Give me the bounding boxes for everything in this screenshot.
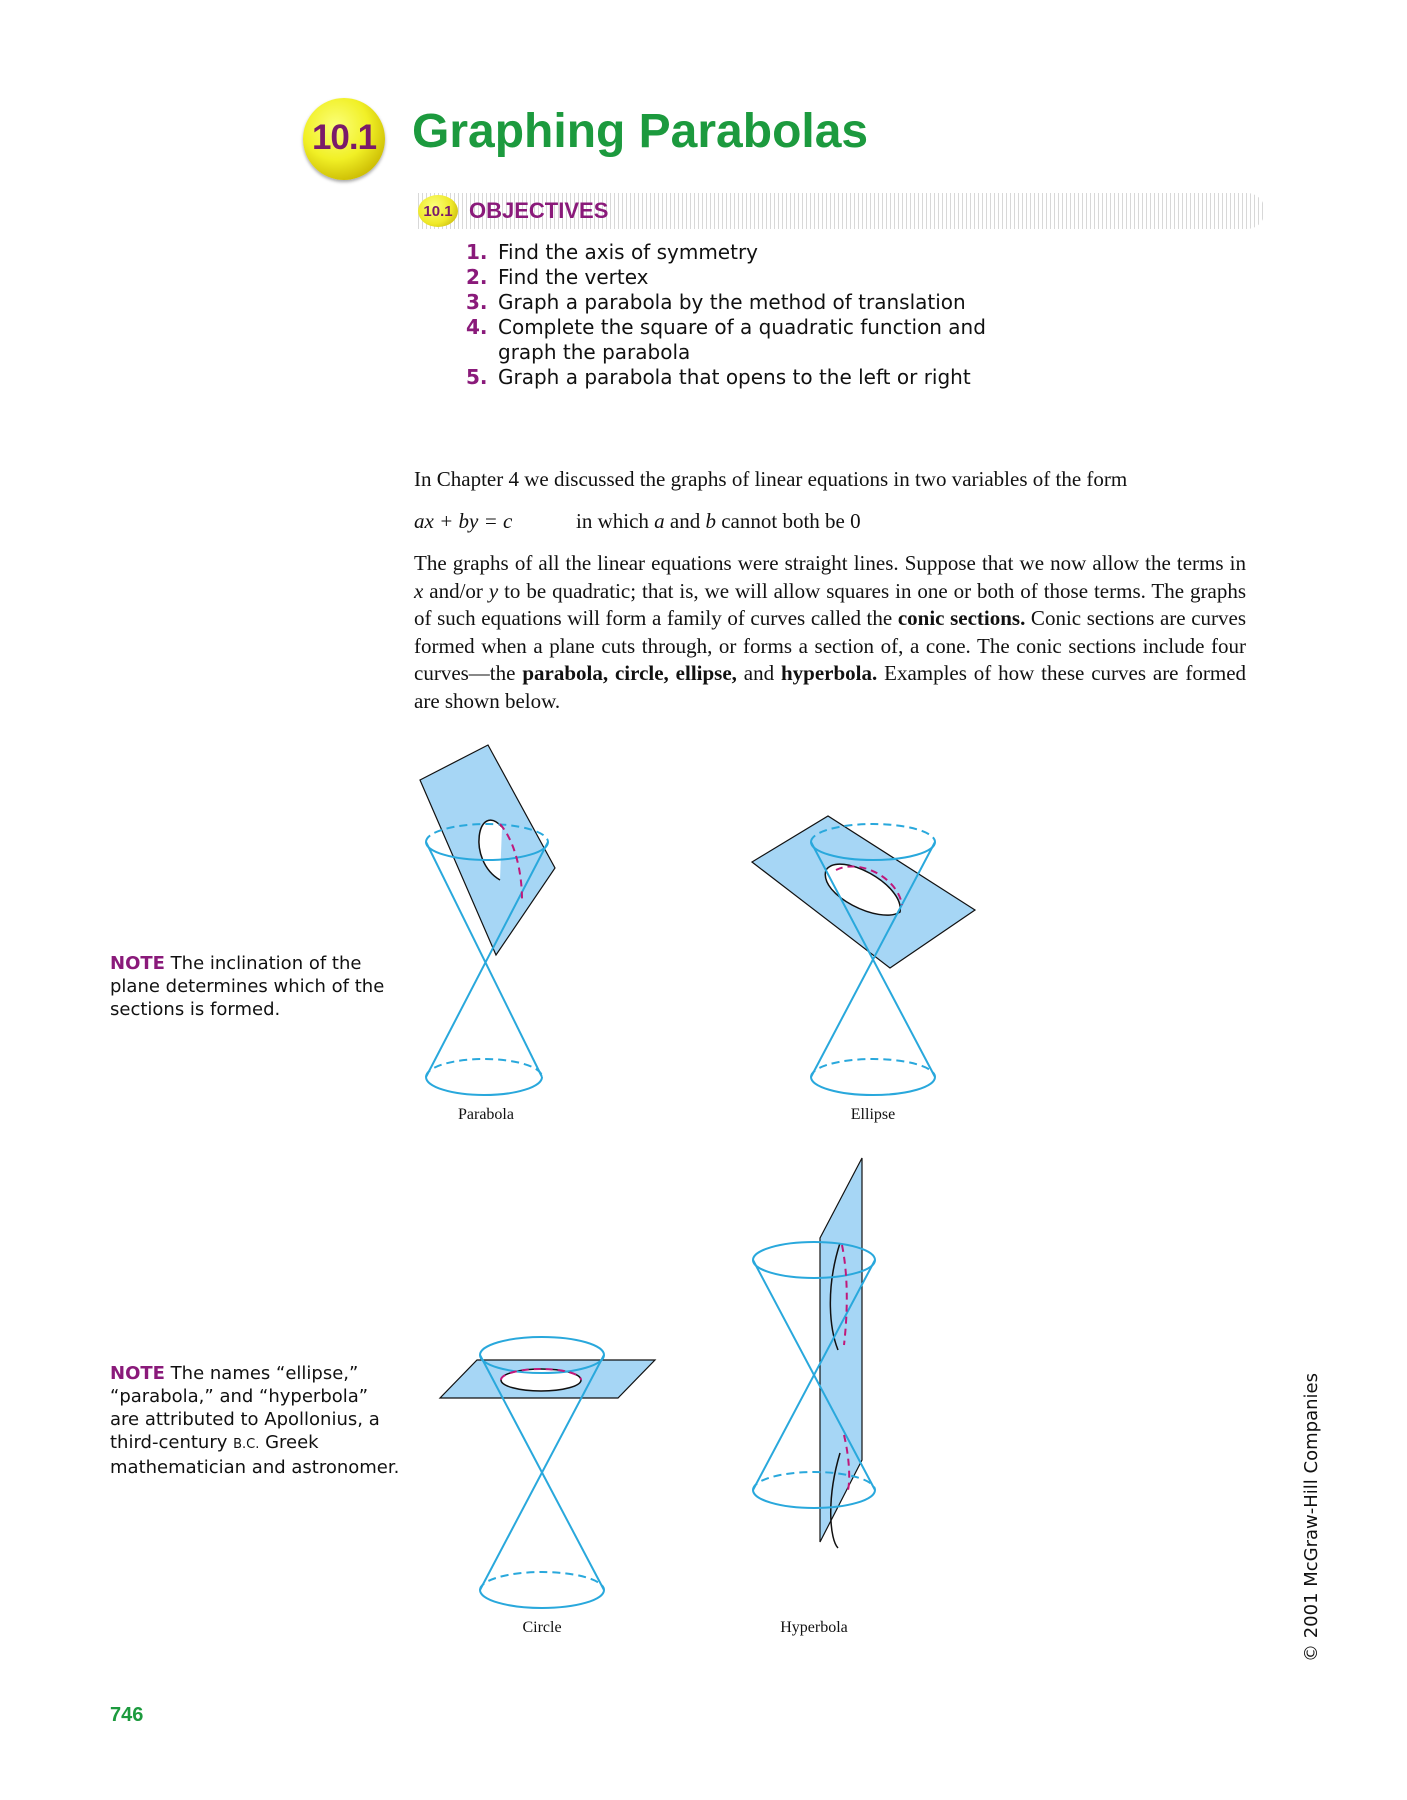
note-label: NOTE xyxy=(110,1363,165,1384)
copyright-notice: © 2001 McGraw-Hill Companies xyxy=(1301,1373,1322,1662)
caption-parabola: Parabola xyxy=(458,1106,514,1123)
margin-note-apollonius: NOTE The names “ellipse,” “parabola,” and “hyperbola” are attributed to Apollonius, a third-century B.C. Greek mathematician and astronomer. xyxy=(110,1363,400,1478)
cone-base-front xyxy=(753,1490,875,1508)
objective-text: Graph a parabola that opens to the left or right xyxy=(498,365,971,389)
objectives-badge-number: 10.1 xyxy=(423,203,453,220)
objective-number: 2. xyxy=(466,265,488,289)
section-number: 10.1 xyxy=(311,118,377,157)
term-hyperbola: hyperbola. xyxy=(780,661,878,685)
ellipse-diagram xyxy=(752,816,975,1123)
hyperbola-diagram xyxy=(753,1158,875,1636)
page-title: Graphing Parabolas xyxy=(412,105,869,158)
linear-equation: ax + by = c xyxy=(414,509,513,533)
intro-text: In Chapter 4 we discussed the graphs of linear equations in two variables of the form xyxy=(414,467,1128,491)
cone-base-front xyxy=(480,1590,604,1608)
page-number: 746 xyxy=(110,1704,144,1726)
objective-text: Graph a parabola by the method of translation xyxy=(498,290,966,314)
caption-ellipse: Ellipse xyxy=(850,1106,896,1123)
cone-base-back xyxy=(753,1472,875,1490)
term-conic-sections: conic sections. xyxy=(897,606,1026,630)
cone-base-back xyxy=(811,1059,935,1077)
objective-number: 1. xyxy=(466,240,488,264)
objective-text: Complete the square of a quadratic function and graph the parabola xyxy=(498,315,986,364)
caption-hyperbola: Hyperbola xyxy=(780,1619,848,1636)
objective-number: 5. xyxy=(466,365,488,389)
note-label: NOTE xyxy=(110,953,165,974)
objective-number: 4. xyxy=(466,315,488,339)
cone-base-back xyxy=(480,1572,604,1590)
equation-condition: in which a and b cannot both be 0 xyxy=(576,509,861,533)
conic-sections-paragraph: The graphs of all the linear equations were straight lines. Suppose that we now allow the terms in x and/or y to be quadratic; that is, we will allow squares in one or both of those terms. The graphs of such equations will form a family of curves called the conic sections. Conic sections are curves formed when a plane cuts through, or forms a section of, a cone. The conic sections include four curves—the parabola, circle, ellipse, and hyperbola. Examples of how these curves are formed are shown below. xyxy=(414,551,1247,713)
objective-text: Find the vertex xyxy=(498,265,649,289)
objective-number: 3. xyxy=(466,290,488,314)
objectives-heading: OBJECTIVES xyxy=(469,198,609,223)
caption-circle: Circle xyxy=(522,1619,562,1636)
cone-base-back xyxy=(426,1059,542,1077)
term-curves: parabola, circle, ellipse, xyxy=(522,661,737,685)
cone-base-front xyxy=(811,1077,935,1095)
objective-text: Find the axis of symmetry xyxy=(498,240,758,264)
parabola-diagram xyxy=(420,745,555,1123)
margin-note-inclination: NOTE The inclination of the plane determines which of the sections is formed. xyxy=(110,953,385,1020)
circle-diagram xyxy=(440,1337,655,1636)
cone-base-front xyxy=(426,1077,542,1095)
